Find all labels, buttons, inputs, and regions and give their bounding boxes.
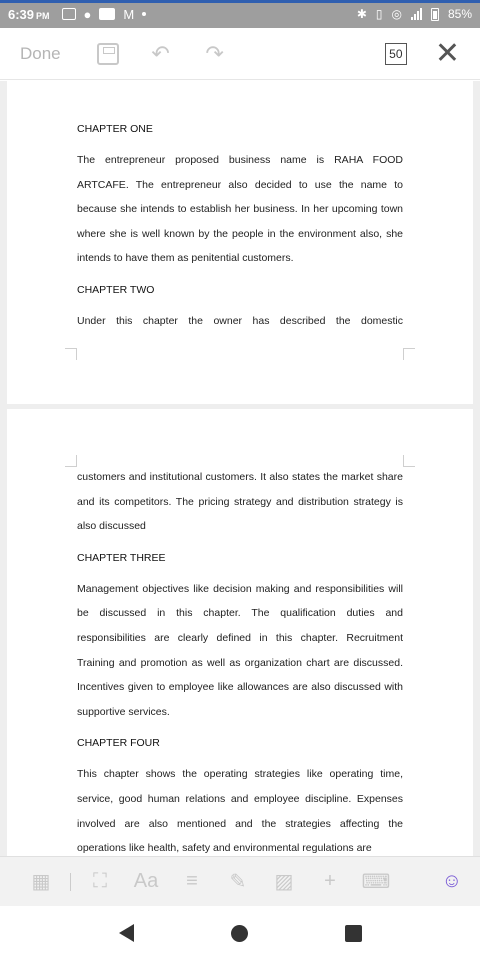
navigation-bar xyxy=(0,906,480,960)
battery-icon xyxy=(431,8,439,21)
paragraph-icon[interactable]: ≡ xyxy=(186,870,198,892)
margin-corner-mark xyxy=(403,455,415,467)
margin-corner-mark xyxy=(403,348,415,360)
bluetooth-icon: ✱ xyxy=(356,7,367,21)
paragraph: This chapter shows the operating strategies like operating time, service, good human relations and employee discipline. Expenses involved are also mentioned and the strategies affecting the operations like health, safety and environmental regulations are xyxy=(77,768,403,855)
insert-icon[interactable]: + xyxy=(324,870,336,892)
status-accent-line xyxy=(0,0,480,3)
chapter-heading: CHAPTER FOUR xyxy=(77,737,160,750)
redo-icon[interactable]: ↷ xyxy=(205,40,224,66)
status-right xyxy=(357,7,472,21)
page-count-button[interactable]: 50 xyxy=(385,43,407,65)
signal-icon xyxy=(411,8,422,20)
undo-icon[interactable]: ↶ xyxy=(151,40,170,66)
thumbnails-icon[interactable]: ▦ xyxy=(31,871,51,893)
format-toolbar xyxy=(0,856,480,906)
image-icon[interactable]: ▨ xyxy=(274,871,294,893)
recent-apps-icon[interactable] xyxy=(345,925,362,942)
document-area[interactable] xyxy=(0,81,480,856)
home-icon[interactable] xyxy=(231,925,248,942)
keyboard-icon[interactable]: ⌨ xyxy=(361,871,391,893)
paragraph: Under this chapter the owner has described the domestic xyxy=(77,314,403,327)
gallery-icon xyxy=(62,8,76,20)
toolbar-divider xyxy=(70,873,71,891)
page-content xyxy=(77,123,403,334)
gmail-icon: M xyxy=(123,6,135,22)
ai-assistant-icon[interactable]: ☺ xyxy=(441,870,462,892)
document-page[interactable] xyxy=(7,409,473,856)
fit-page-icon[interactable]: ⛶ xyxy=(93,870,107,892)
chapter-heading: CHAPTER TWO xyxy=(77,283,155,296)
close-icon[interactable]: ✕ xyxy=(434,36,460,70)
chat-icon: ● xyxy=(83,6,92,22)
paragraph: Management objectives like decision making and responsibilities will be discussed in this chapter. The qualification duties and responsibilities are clearly defined in this chapter. Recruitment Training and promotion as well as organization chart are discussed. Incentives given to employee like allowances are also discussed with supportive services. xyxy=(77,582,403,718)
hotspot-icon: ◎ xyxy=(391,7,402,21)
notification-icons xyxy=(62,7,147,22)
paragraph: customers and institutional customers. It also states the market share and its competitors. The pricing strategy and distribution strategy is also discussed xyxy=(77,471,403,533)
battery-percent: 85% xyxy=(447,7,472,21)
done-button[interactable]: Done xyxy=(20,43,61,63)
font-icon[interactable]: Aa xyxy=(133,870,159,892)
youtube-icon xyxy=(99,8,115,20)
paragraph: The entrepreneur proposed business name is RAHA FOOD ARTCAFE. The entrepreneur also decided to use the name to because she intends to establish her business. In her upcoming town where she is well known by the people in the environment also, she intends to have them as penitential customers. xyxy=(77,154,403,265)
document-page[interactable] xyxy=(7,81,473,404)
save-icon[interactable] xyxy=(97,43,119,65)
status-time: 6:39 PM xyxy=(8,6,50,22)
chapter-heading: CHAPTER ONE xyxy=(77,123,153,135)
editor-toolbar xyxy=(0,28,480,80)
margin-corner-mark xyxy=(65,455,77,467)
page-content xyxy=(77,465,403,856)
chapter-heading: CHAPTER THREE xyxy=(77,551,166,564)
more-notifications-icon xyxy=(142,12,146,16)
status-bar xyxy=(0,0,480,28)
vibrate-icon: ▯ xyxy=(375,7,383,21)
margin-corner-mark xyxy=(65,348,77,360)
pen-icon[interactable]: ✎ xyxy=(229,871,247,893)
back-icon[interactable] xyxy=(119,924,134,942)
